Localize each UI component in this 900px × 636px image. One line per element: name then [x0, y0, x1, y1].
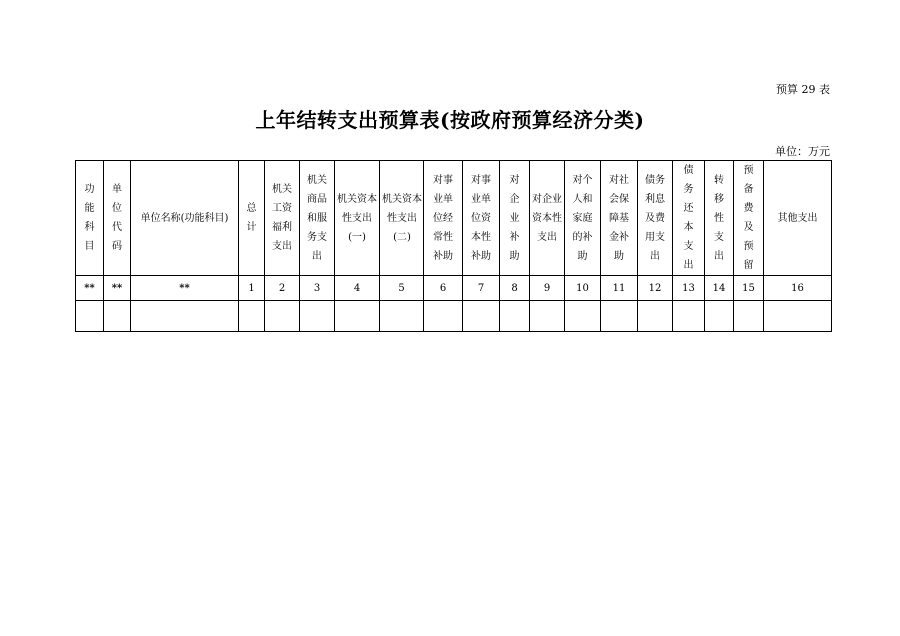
header-cell: 功能科目	[76, 161, 104, 276]
data-cell	[424, 301, 463, 332]
index-cell: 1	[239, 276, 265, 301]
header-cell: 对事业单位资本性补助	[463, 161, 500, 276]
index-cell: 2	[265, 276, 300, 301]
data-cell	[638, 301, 673, 332]
index-cell: **	[131, 276, 239, 301]
data-cell	[131, 301, 239, 332]
header-row	[76, 161, 832, 276]
header-cell: 单位代码	[104, 161, 131, 276]
index-cell: 8	[500, 276, 530, 301]
index-cell: **	[104, 276, 131, 301]
empty-data-row	[76, 301, 832, 332]
index-cell: 15	[734, 276, 764, 301]
header-cell: 机关资本性支出(一)	[335, 161, 380, 276]
header-cell: 对个人和家庭的补助	[565, 161, 601, 276]
index-row	[76, 276, 832, 301]
data-cell	[530, 301, 565, 332]
header-cell: 机关工资福利支出	[265, 161, 300, 276]
header-cell: 对企业补助	[500, 161, 530, 276]
index-cell: 10	[565, 276, 601, 301]
index-cell: 14	[705, 276, 734, 301]
header-cell: 对企业资本性支出	[530, 161, 565, 276]
data-cell	[565, 301, 601, 332]
index-cell: 11	[601, 276, 638, 301]
header-cell: 机关商品和服务支出	[300, 161, 335, 276]
header-cell: 转移性支出	[705, 161, 734, 276]
data-cell	[300, 301, 335, 332]
data-cell	[104, 301, 131, 332]
header-cell: 单位名称(功能科目)	[131, 161, 239, 276]
data-cell	[335, 301, 380, 332]
form-number: 预算 29 表	[776, 83, 830, 96]
header-cell: 债务利息及费用支出	[638, 161, 673, 276]
data-cell	[705, 301, 734, 332]
index-cell: 7	[463, 276, 500, 301]
data-cell	[76, 301, 104, 332]
index-cell: 16	[764, 276, 832, 301]
data-cell	[380, 301, 424, 332]
header-cell: 机关资本性支出(二)	[380, 161, 424, 276]
index-cell: 3	[300, 276, 335, 301]
header-cell: 债务还本支出	[673, 161, 705, 276]
data-cell	[673, 301, 705, 332]
data-cell	[500, 301, 530, 332]
budget-table	[75, 160, 832, 332]
data-cell	[734, 301, 764, 332]
data-cell	[601, 301, 638, 332]
index-cell: 9	[530, 276, 565, 301]
index-cell: 6	[424, 276, 463, 301]
header-cell: 预备费及预留	[734, 161, 764, 276]
index-cell: 4	[335, 276, 380, 301]
data-cell	[463, 301, 500, 332]
data-cell	[764, 301, 832, 332]
header-cell: 总计	[239, 161, 265, 276]
index-cell: 5	[380, 276, 424, 301]
header-cell: 对社会保障基金补助	[601, 161, 638, 276]
index-cell: **	[76, 276, 104, 301]
index-cell: 13	[673, 276, 705, 301]
unit-label: 单位：万元	[775, 145, 830, 158]
header-cell: 其他支出	[764, 161, 832, 276]
header-cell: 对事业单位经常性补助	[424, 161, 463, 276]
data-cell	[265, 301, 300, 332]
index-cell: 12	[638, 276, 673, 301]
data-cell	[239, 301, 265, 332]
page-title: 上年结转支出预算表(按政府预算经济分类)	[255, 108, 645, 132]
